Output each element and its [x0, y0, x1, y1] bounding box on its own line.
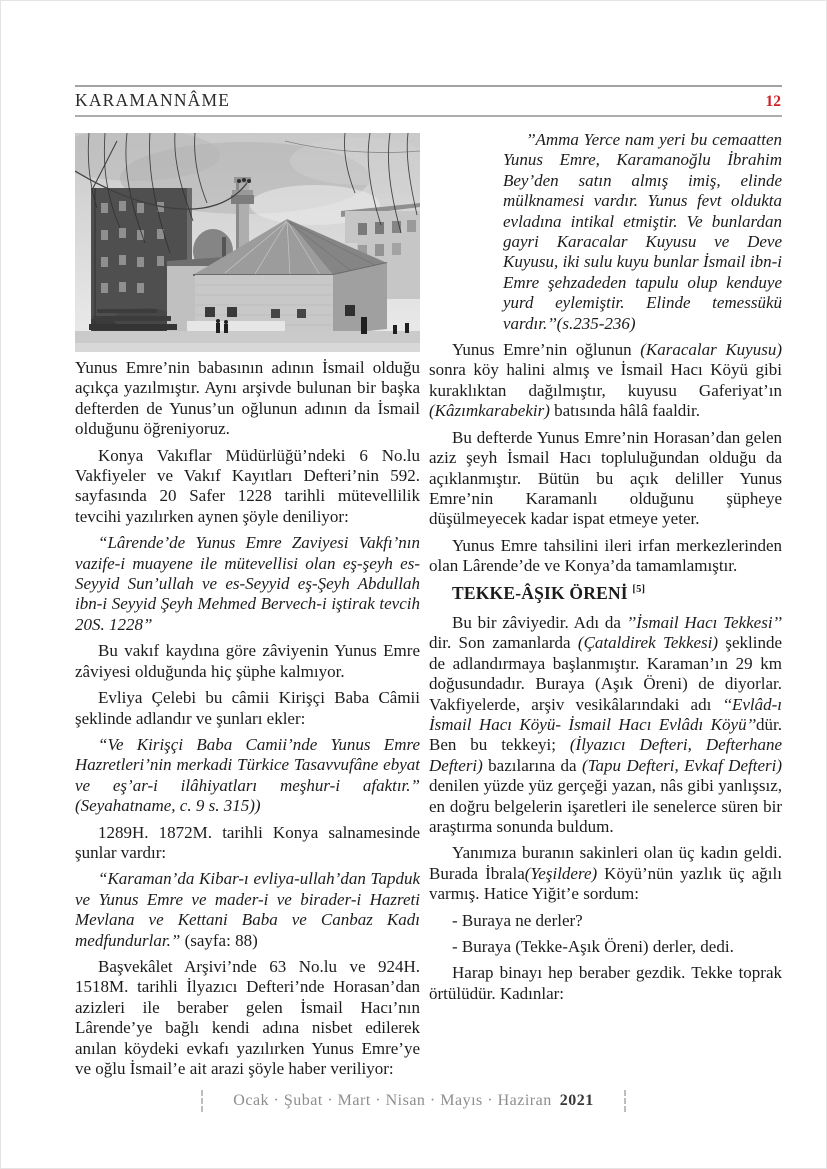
paragraph: - Buraya (Tekke-Aşık Öreni) derler, dedi.	[452, 937, 734, 957]
quote-paragraph: “Ve Kirişçi Baba Camii’nde Yunus Emre Hazretleri’nin merkadi Türkice Tasavvufâne ebyat ve eş’ar-i ilâhiyatları meşhur-i afaktır.” (Seyahatname, c. 9 s. 315))	[75, 734, 420, 816]
mosque-photo-illustration	[75, 133, 420, 352]
header-bottom-rule	[75, 115, 782, 117]
footer-months: Ocak · Şubat · Mart · Nisan · Mayıs · Haziran	[233, 1092, 552, 1109]
paragraph: Evliya Çelebi bu câmii Kirişçi Baba Câmii şeklinde adlandır ve şunları ekler:	[75, 688, 420, 728]
paragraph: Yanımıza buranın sakinleri olan üç kadın geldi. Burada İbrala(Yeşildere) Köyü’nün yazlık üç ağılı varmış. Hatice Yiğit’e sordum:	[429, 843, 782, 904]
paragraph: Yunus Emre’nin babasının adının İsmail olduğu açıkça yazılmıştır. Aynı arşivde bulunan bir başka defterden de Yunus’un oğlunun adının da İsmail olduğunu öğreniyoruz.	[75, 358, 420, 439]
page-header	[75, 85, 782, 117]
paragraph: 1289H. 1872M. tarihli Konya salnamesinde şunlar vardır:	[75, 822, 420, 862]
paragraph: Konya Vakıflar Müdürlüğü’ndeki 6 No.lu Vakfiyeler ve Vakıf Kayıtları Defteri’nin 592. sayfasında 20 Safer 1228 tarihli mütevellilik tevcihi yazılırken aynen şöyle deniliyor:	[75, 445, 420, 526]
paragraph: Bu defterde Yunus Emre’nin Horasan’dan gelen aziz şeyh İsmail Hacı topluluğundan olduğu da açıklanmıştır. Bütün bu açık deliller Yunus Emre’nin Karamanlı olduğunu şüpheye düşülmeyecek kadar ispat etmeye yeter.	[429, 427, 782, 529]
historic-mosque-photo	[75, 133, 420, 352]
page-number: 12	[765, 93, 781, 110]
paragraph: Yunus Emre tahsilini ileri irfan merkezlerinden olan Lârende’de ve Konya’da tamamlamıştır.	[429, 535, 782, 576]
paragraph: Bu bir zâviyedir. Adı da ’’İsmail Hacı Tekkesi’’ dir. Son zamanlarda (Çataldirek Tekkesi) şeklinde de adlandırmaya başlanmıştır. Karaman’ın 29 km doğusundadır. Buraya (Aşık Öreni) de diyorlar. Vakfiyelerde, arşiv vesikâlarındaki adı ‘‘Evlâd-ı İsmail Hacı Köyü- İsmail Hacı Evlâdı Köyü’’dür. Ben bu tekkeyi; (İlyazıcı Defteri, Defterhane Defteri) bazılarına da (Tapu Defteri, Evkaf Defteri) denilen yüzde yüz gerçeği yazan, nâs gibi yanlışsız, en doğru belgelerin işaretleri ile senelerce süren bir araştırma sonunda buldum.	[429, 612, 782, 836]
page-footer	[0, 1090, 827, 1112]
quote-paragraph: ’’Amma Yerce nam yeri bu cemaatten Yunus Emre, Karamanoğlu İbrahim Bey’den satın almış imiş, elinde mülknamesi vardır. Yunus fevt oldukta evladına intikal etmiştir. Ve bunlardan gayri Karacalar Kuyusu ve Deve Kuyusu, iki sulu kuyu bunlar İsmail ibn-i Emre şehzadeden tapulu olup kenduye yurd eylemiştir. Elinde temessükü vardır.’’(s.235-236)	[503, 130, 782, 333]
paragraph: Bu vakıf kaydına göre zâviyenin Yunus Emre zâviyesi olduğunda hiç şüphe kalmıyor.	[75, 641, 420, 681]
paragraph: Harap binayı hep beraber gezdik. Tekke toprak örtülüdür. Kadınlar:	[429, 963, 782, 1003]
quote-paragraph: “Karaman’da Kibar-ı evliya-ullah’dan Tapduk ve Yunus Emre ve mader-i ve birader-i Hazreti Mevlana ve Kettani Baba ve Canbaz Kadı medfundurlar.” (sayfa: 88)	[75, 869, 420, 950]
paragraph: Başvekâlet Arşivi’nde 63 No.lu ve 924H. 1518M. tarihli İlyazıcı Defteri’nde Horasan’dan azizleri ile beraber gelen İsmail Hacı’nın Lârende’ye bağlı kendi adına nisbet edilerek anılan köydeki evkafı yazılırken Yunus Emre’ye ve oğlu İsmail’e ait arazi şöyle haber veriliyor:	[75, 956, 420, 1078]
footer-right-dash-icon	[624, 1090, 626, 1112]
section-heading: TEKKE-ÂŞIK ÖRENİ [5]	[452, 582, 646, 603]
right-column-text	[429, 130, 782, 1004]
journal-title: KARAMANNÂME	[75, 90, 231, 110]
quote-paragraph: “Lârende’de Yunus Emre Zaviyesi Vakfı’nın vazife-i muayene ile mütevellisi olan eş-şeyh es-Seyyid Sun’ullah ve es-Seyyid eş-Şeyh Abdullah ibn-i Seyyid Şeyh Mehmed Bervech-i iştirak tevcih 20S. 1228”	[75, 533, 420, 634]
paragraph: - Buraya ne derler?	[452, 910, 583, 930]
left-column	[75, 133, 420, 1088]
paragraph: Yunus Emre’nin oğlunun (Karacalar Kuyusu) sonra köy halini almış ve İsmail Hacı Köyü gibi kuraklıktan dağılmıştır, kuyusu Gaferiyat’ın (Kâzımkarabekir) batısında hâlâ faaldir.	[429, 340, 782, 421]
left-column-text	[75, 358, 420, 1079]
footer-left-dash-icon	[201, 1090, 203, 1112]
footer-year: 2021	[559, 1092, 594, 1109]
right-column	[429, 130, 782, 1088]
